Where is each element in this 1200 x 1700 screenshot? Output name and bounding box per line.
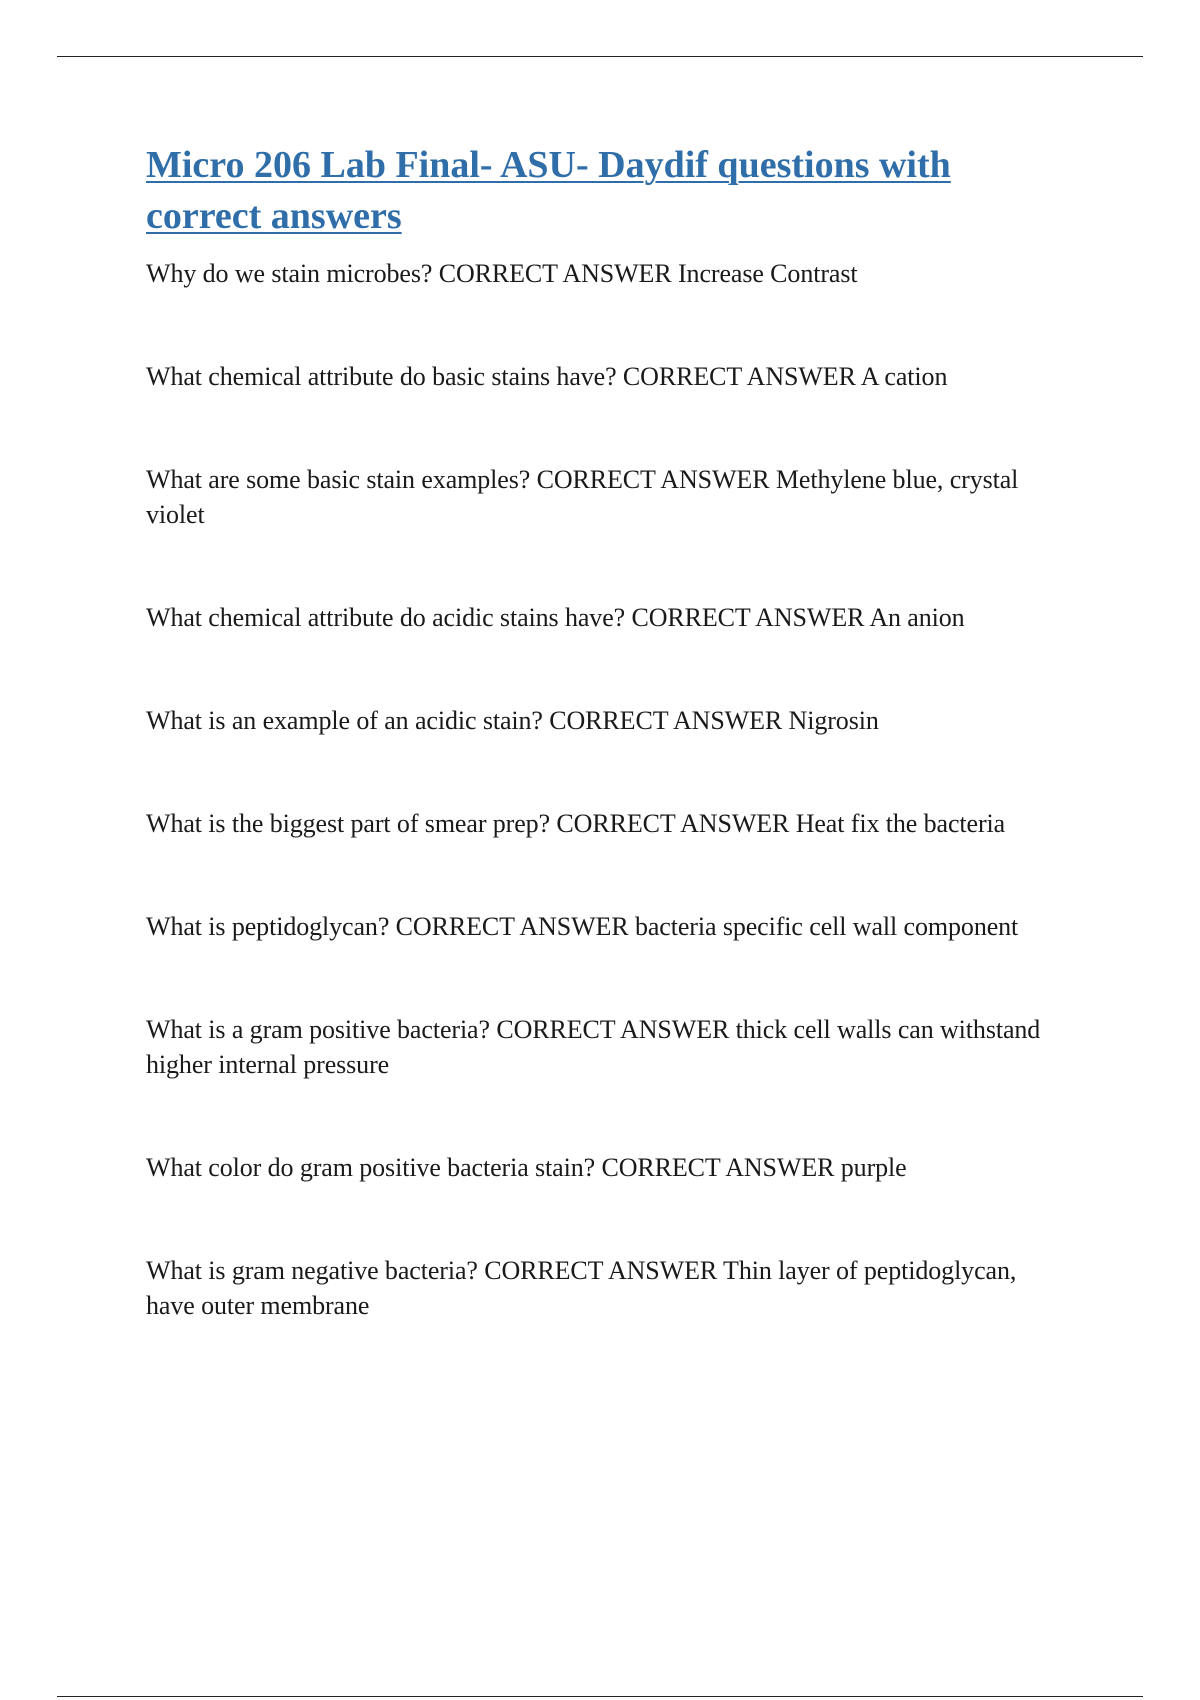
footer-rule (57, 1696, 1143, 1697)
document-title: Micro 206 Lab Final- ASU- Daydif questions with correct answers (146, 144, 951, 237)
qa-item-9: What color do gram positive bacteria stain? CORRECT ANSWER purple (146, 1153, 907, 1182)
document-content (146, 140, 1106, 1391)
header-rule (57, 56, 1143, 57)
qa-item-7: What is peptidoglycan? CORRECT ANSWER bacteria specific cell wall component (146, 912, 1019, 941)
qa-item-8: What is a gram positive bacteria? CORRECT ANSWER thick cell walls can withstand higher internal pressure (146, 1015, 1041, 1079)
qa-item-4: What chemical attribute do acidic stains have? CORRECT ANSWER An anion (146, 603, 965, 632)
qa-item-1: Why do we stain microbes? CORRECT ANSWER Increase Contrast (146, 259, 858, 288)
qa-item-6: What is the biggest part of smear prep? CORRECT ANSWER Heat fix the bacteria (146, 809, 1006, 838)
qa-list (146, 256, 1106, 1323)
qa-item-2: What chemical attribute do basic stains have? CORRECT ANSWER A cation (146, 362, 948, 391)
qa-item-3: What are some basic stain examples? CORRECT ANSWER Methylene blue, crystal violet (146, 465, 1019, 529)
qa-item-5: What is an example of an acidic stain? CORRECT ANSWER Nigrosin (146, 706, 879, 735)
qa-item-10: What is gram negative bacteria? CORRECT ANSWER Thin layer of peptidoglycan, have outer membrane (146, 1256, 1017, 1320)
